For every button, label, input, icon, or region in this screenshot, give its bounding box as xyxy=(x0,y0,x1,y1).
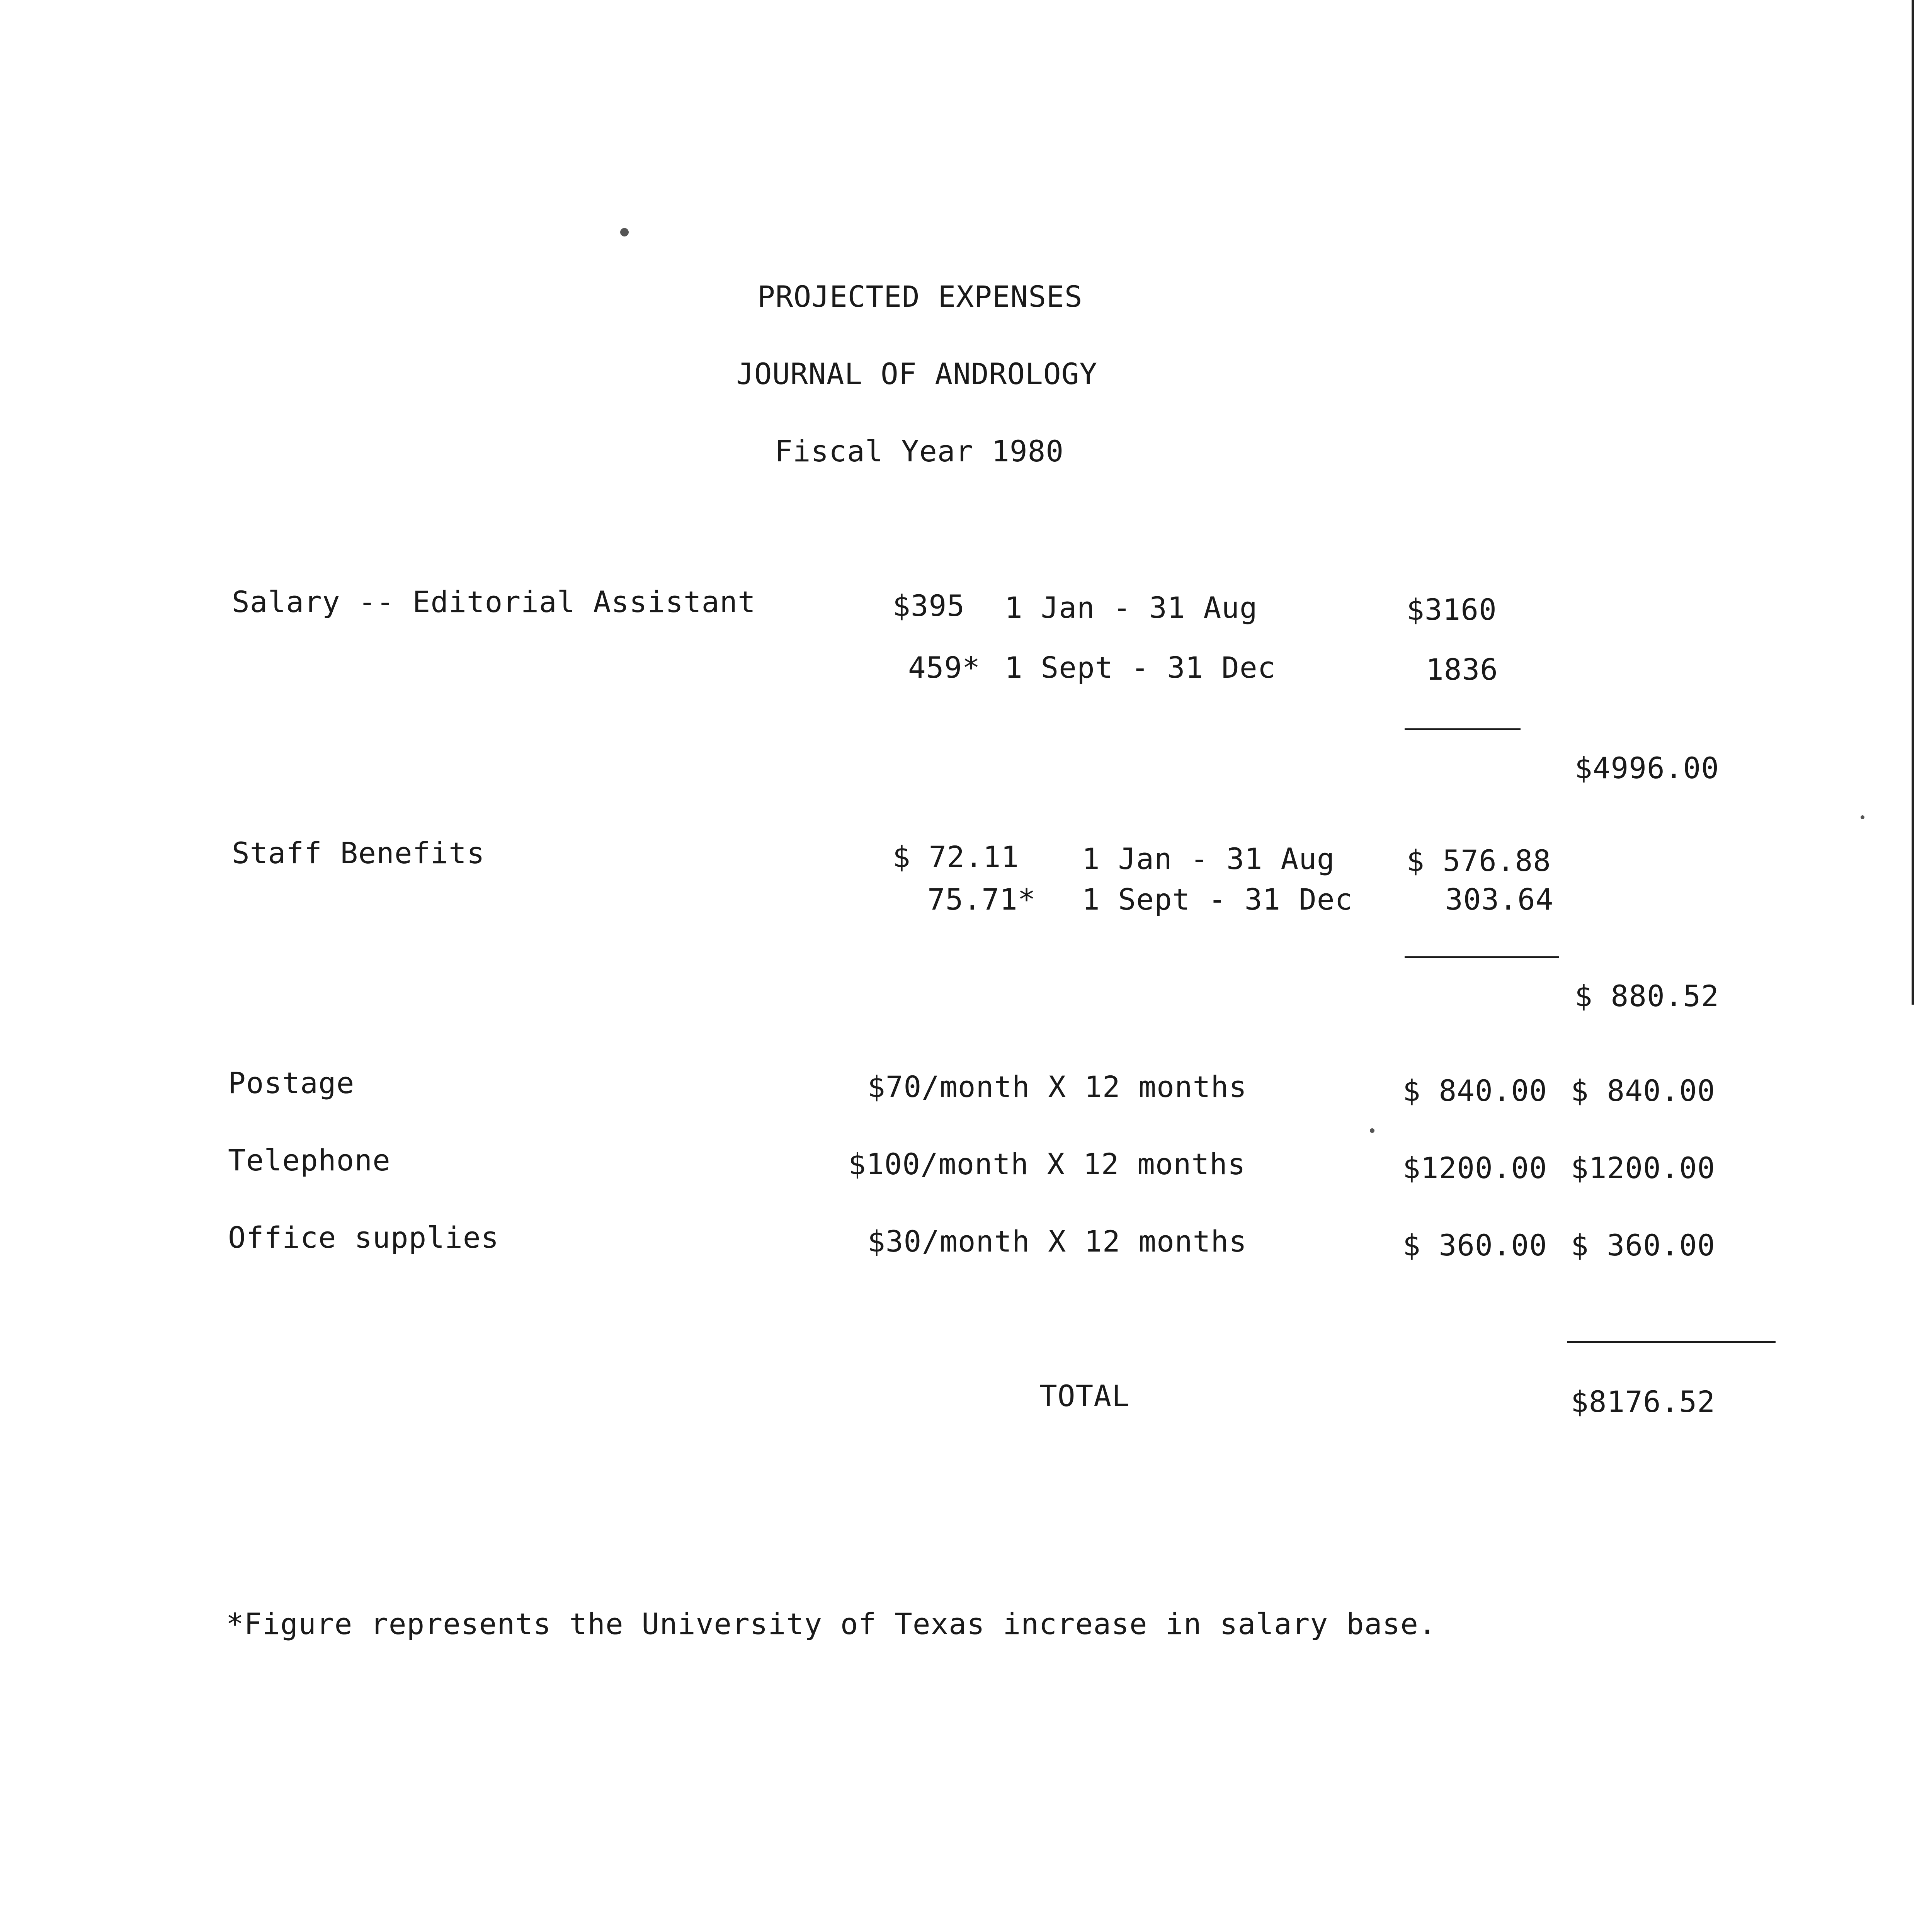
benefits-rate-2: 75.71* xyxy=(927,882,1036,917)
salary-total: $4996.00 xyxy=(1575,751,1720,785)
benefits-period-1: 1 Jan - 31 Aug xyxy=(1082,842,1335,876)
benefits-period-2: 1 Sept - 31 Dec xyxy=(1082,882,1353,917)
postage-amount: $ 840.00 xyxy=(1403,1073,1548,1108)
salary-subtotal-rule xyxy=(1405,728,1521,730)
benefits-subtotal-rule xyxy=(1405,956,1559,958)
grand-total-value: $8176.52 xyxy=(1571,1384,1716,1419)
benefits-amount-1: $ 576.88 xyxy=(1407,844,1551,878)
document-title: PROJECTED EXPENSES xyxy=(757,279,1083,314)
telephone-total: $1200.00 xyxy=(1571,1151,1716,1185)
scan-speck xyxy=(1861,815,1864,819)
scan-edge-shadow xyxy=(1912,0,1914,1005)
benefits-amount-2: 303.64 xyxy=(1445,882,1554,917)
journal-name: JOURNAL OF ANDROLOGY xyxy=(736,357,1098,391)
benefits-label: Staff Benefits xyxy=(232,836,485,870)
postage-rate: $70/month X 12 months xyxy=(867,1070,1247,1104)
office-supplies-total: $ 360.00 xyxy=(1571,1228,1716,1262)
scan-speck xyxy=(1370,1128,1374,1133)
salary-rate-1: $395 xyxy=(893,588,965,623)
telephone-label: Telephone xyxy=(228,1143,391,1177)
footnote: *Figure represents the University of Texas increase in salary base. xyxy=(226,1607,1437,1641)
salary-label: Salary -- Editorial Assistant xyxy=(232,585,756,619)
salary-rate-2: 459* xyxy=(908,650,981,685)
telephone-amount: $1200.00 xyxy=(1403,1151,1548,1185)
postage-total: $ 840.00 xyxy=(1571,1073,1716,1108)
office-supplies-amount: $ 360.00 xyxy=(1403,1228,1548,1262)
salary-period-2: 1 Sept - 31 Dec xyxy=(1005,650,1276,685)
scan-speck xyxy=(620,228,629,236)
office-supplies-label: Office supplies xyxy=(228,1220,499,1255)
grand-total-label: TOTAL xyxy=(1039,1379,1130,1413)
grand-total-rule xyxy=(1567,1341,1776,1343)
salary-amount-1: $3160 xyxy=(1407,592,1497,627)
postage-label: Postage xyxy=(228,1066,355,1100)
office-supplies-rate: $30/month X 12 months xyxy=(867,1224,1247,1259)
fiscal-year: Fiscal Year 1980 xyxy=(775,434,1064,468)
benefits-rate-1: $ 72.11 xyxy=(893,840,1019,874)
salary-period-1: 1 Jan - 31 Aug xyxy=(1005,590,1258,625)
salary-amount-2: 1836 xyxy=(1426,652,1499,687)
telephone-rate: $100/month X 12 months xyxy=(848,1147,1246,1181)
benefits-total: $ 880.52 xyxy=(1575,979,1720,1013)
